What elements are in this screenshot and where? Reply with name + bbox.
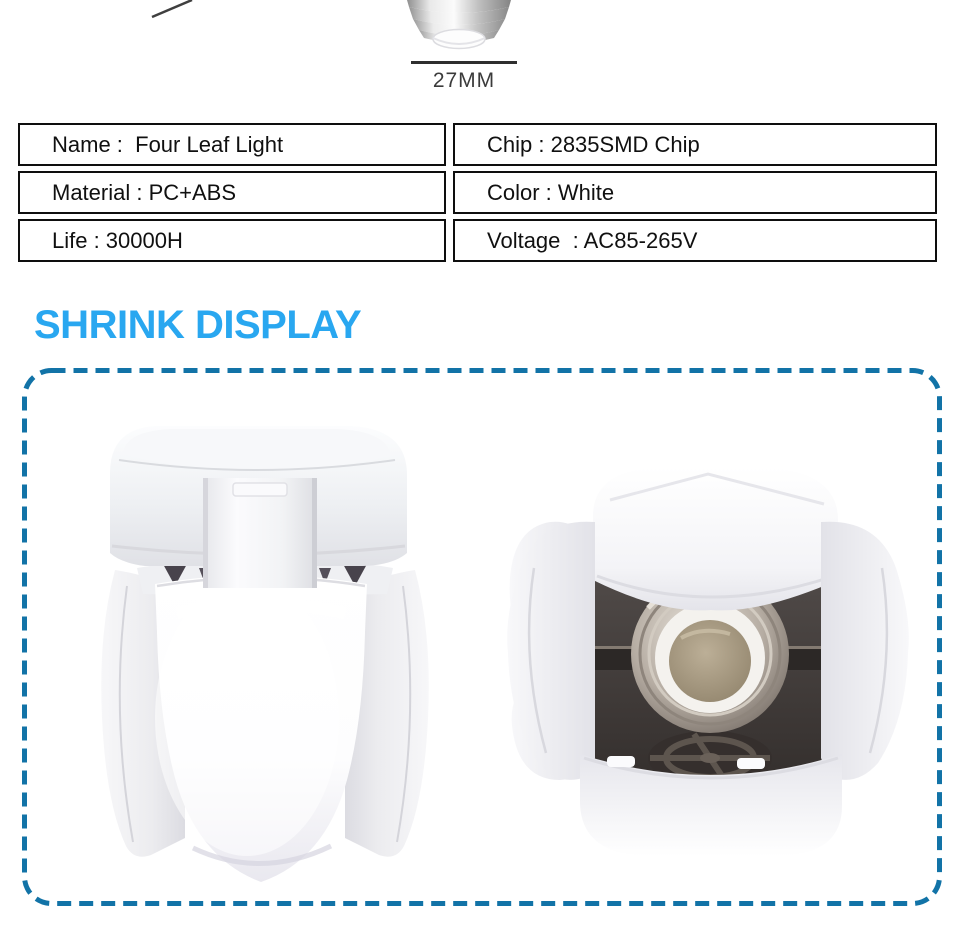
folded-lamp-socket-photo [498,458,918,858]
e27-screw-base-photo [406,0,512,50]
spec-table [18,123,937,262]
folded-lamp-side-photo [95,418,435,888]
spec-cell-name: Name : Four Leaf Light [18,123,446,166]
spec-cell-chip: Chip : 2835SMD Chip [453,123,937,166]
spec-cell-material: Material : PC+ABS [18,171,446,214]
section-title: SHRINK DISPLAY [34,303,362,347]
spec-cell-voltage: Voltage : AC85-265V [453,219,937,262]
spec-cell-color: Color : White [453,171,937,214]
callout-leader-line [140,0,200,22]
dimension-line [411,61,517,64]
dimension-label: 27MM [432,69,496,92]
spec-cell-life: Life : 30000H [18,219,446,262]
